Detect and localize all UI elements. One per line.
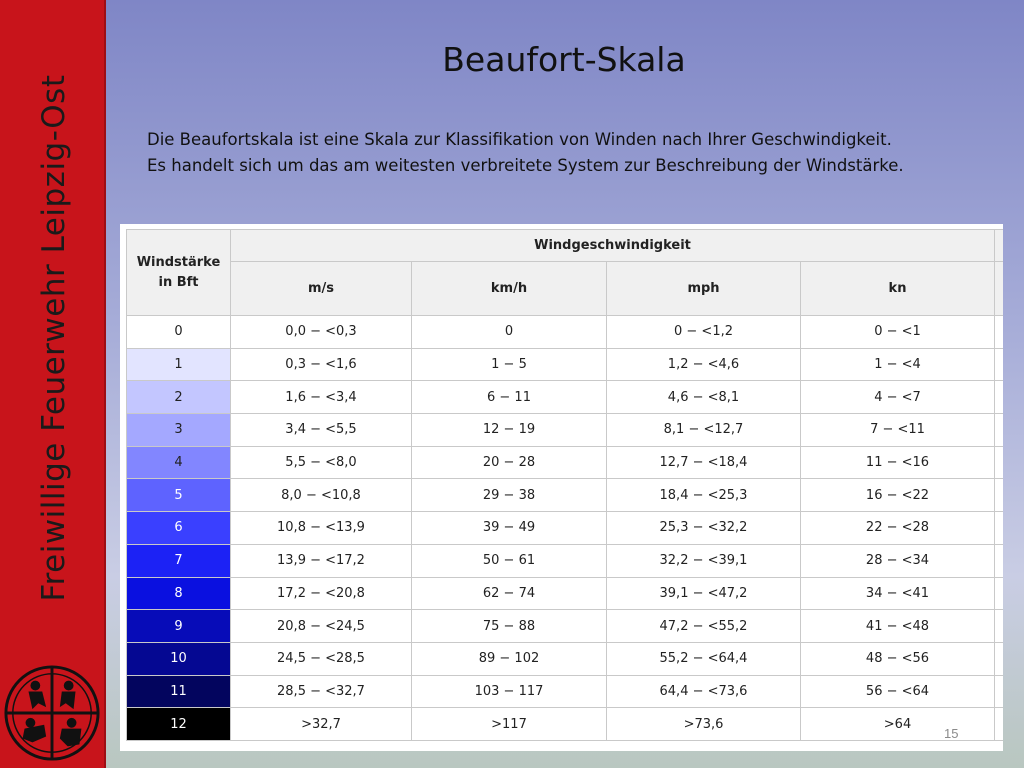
cell-kn: 28 − <34 (801, 544, 995, 577)
cell-ms: 17,2 − <20,8 (231, 577, 412, 610)
cell-extra (995, 316, 1004, 349)
cell-kmh: 50 − 61 (412, 544, 607, 577)
intro-text (147, 127, 1007, 179)
table-row (127, 348, 1004, 381)
cell-bft: 4 (127, 446, 231, 479)
cell-ms: 24,5 − <28,5 (231, 642, 412, 675)
fire-department-emblem-icon (3, 664, 101, 762)
cell-mph: 1,2 − <4,6 (607, 348, 801, 381)
beaufort-table-image (120, 224, 1003, 751)
slide-title: Beaufort-Skala (442, 40, 686, 79)
cell-bft: 11 (127, 675, 231, 708)
cell-kmh: 89 − 102 (412, 642, 607, 675)
cell-extra (995, 708, 1004, 741)
cell-bft: 3 (127, 414, 231, 447)
cell-kn: 41 − <48 (801, 610, 995, 643)
table-row (127, 414, 1004, 447)
table-body (127, 316, 1004, 741)
intro-line-2: Es handelt sich um das am weitesten verbreitete System zur Beschreibung der Windstärke. (147, 156, 904, 175)
cell-extra (995, 381, 1004, 414)
cell-kn: 22 − <28 (801, 512, 995, 545)
cell-kn: 48 − <56 (801, 642, 995, 675)
intro-line-1: Die Beaufortskala ist eine Skala zur Klassifikation von Winden nach Ihrer Geschwindigkeit. (147, 130, 892, 149)
table-row (127, 610, 1004, 643)
cell-kn: 0 − <1 (801, 316, 995, 349)
table-row (127, 381, 1004, 414)
cell-extra (995, 610, 1004, 643)
cell-bft: 2 (127, 381, 231, 414)
cell-kmh: 29 − 38 (412, 479, 607, 512)
cell-mph: 25,3 − <32,2 (607, 512, 801, 545)
table-row (127, 512, 1004, 545)
cell-mph: 32,2 − <39,1 (607, 544, 801, 577)
cell-extra (995, 675, 1004, 708)
cell-kn: 11 − <16 (801, 446, 995, 479)
cell-mph: 4,6 − <8,1 (607, 381, 801, 414)
cell-bft: 7 (127, 544, 231, 577)
cell-mph: 12,7 − <18,4 (607, 446, 801, 479)
cell-ms: 20,8 − <24,5 (231, 610, 412, 643)
cell-kn: 56 − <64 (801, 675, 995, 708)
cell-kmh: >117 (412, 708, 607, 741)
cell-ms: 8,0 − <10,8 (231, 479, 412, 512)
cell-extra (995, 642, 1004, 675)
table-row (127, 544, 1004, 577)
cell-ms: 0,3 − <1,6 (231, 348, 412, 381)
table-row (127, 479, 1004, 512)
page-number: 15 (944, 726, 959, 741)
cell-mph: 18,4 − <25,3 (607, 479, 801, 512)
header-windgeschwindigkeit: Windgeschwindigkeit (231, 230, 995, 262)
header-unit-kmh: km/h (412, 262, 607, 316)
cell-ms: 28,5 − <32,7 (231, 675, 412, 708)
cell-extra (995, 348, 1004, 381)
beaufort-table (126, 229, 1003, 741)
cell-mph: >73,6 (607, 708, 801, 741)
cell-ms: 13,9 − <17,2 (231, 544, 412, 577)
cell-bft: 0 (127, 316, 231, 349)
cell-extra (995, 446, 1004, 479)
cell-ms: 1,6 − <3,4 (231, 381, 412, 414)
header-windstaerke: Windstärke in Bft (127, 230, 231, 316)
header-extra-column (995, 262, 1004, 316)
cell-ms: 3,4 − <5,5 (231, 414, 412, 447)
cell-mph: 47,2 − <55,2 (607, 610, 801, 643)
cell-ms: 5,5 − <8,0 (231, 446, 412, 479)
cell-bft: 6 (127, 512, 231, 545)
cell-kmh: 75 − 88 (412, 610, 607, 643)
cell-kmh: 103 − 117 (412, 675, 607, 708)
cell-extra (995, 544, 1004, 577)
header-extra-column (995, 230, 1004, 262)
table-row (127, 675, 1004, 708)
cell-kmh: 12 − 19 (412, 414, 607, 447)
cell-mph: 39,1 − <47,2 (607, 577, 801, 610)
cell-mph: 55,2 − <64,4 (607, 642, 801, 675)
cell-bft: 12 (127, 708, 231, 741)
cell-kn: 16 − <22 (801, 479, 995, 512)
cell-ms: 10,8 − <13,9 (231, 512, 412, 545)
cell-bft: 9 (127, 610, 231, 643)
cell-kmh: 39 − 49 (412, 512, 607, 545)
cell-extra (995, 479, 1004, 512)
cell-ms: 0,0 − <0,3 (231, 316, 412, 349)
cell-extra (995, 577, 1004, 610)
cell-mph: 0 − <1,2 (607, 316, 801, 349)
cell-bft: 10 (127, 642, 231, 675)
cell-kn: 4 − <7 (801, 381, 995, 414)
cell-extra (995, 512, 1004, 545)
sidebar (0, 0, 106, 768)
cell-kn: 34 − <41 (801, 577, 995, 610)
cell-kn: >64 (801, 708, 995, 741)
header-unit-mph: mph (607, 262, 801, 316)
cell-mph: 64,4 − <73,6 (607, 675, 801, 708)
cell-kn: 1 − <4 (801, 348, 995, 381)
cell-kmh: 62 − 74 (412, 577, 607, 610)
cell-kmh: 1 − 5 (412, 348, 607, 381)
table-row (127, 446, 1004, 479)
cell-mph: 8,1 − <12,7 (607, 414, 801, 447)
cell-extra (995, 414, 1004, 447)
table-row (127, 708, 1004, 741)
cell-bft: 5 (127, 479, 231, 512)
table-row (127, 577, 1004, 610)
cell-kmh: 20 − 28 (412, 446, 607, 479)
header-unit-kn: kn (801, 262, 995, 316)
cell-bft: 8 (127, 577, 231, 610)
header-unit-ms: m/s (231, 262, 412, 316)
cell-ms: >32,7 (231, 708, 412, 741)
cell-kmh: 0 (412, 316, 607, 349)
table-row (127, 642, 1004, 675)
cell-kmh: 6 − 11 (412, 381, 607, 414)
cell-kn: 7 − <11 (801, 414, 995, 447)
table-row (127, 316, 1004, 349)
sidebar-label: Freiwillige Feuerwehr Leipzig-Ost (36, 74, 72, 602)
cell-bft: 1 (127, 348, 231, 381)
